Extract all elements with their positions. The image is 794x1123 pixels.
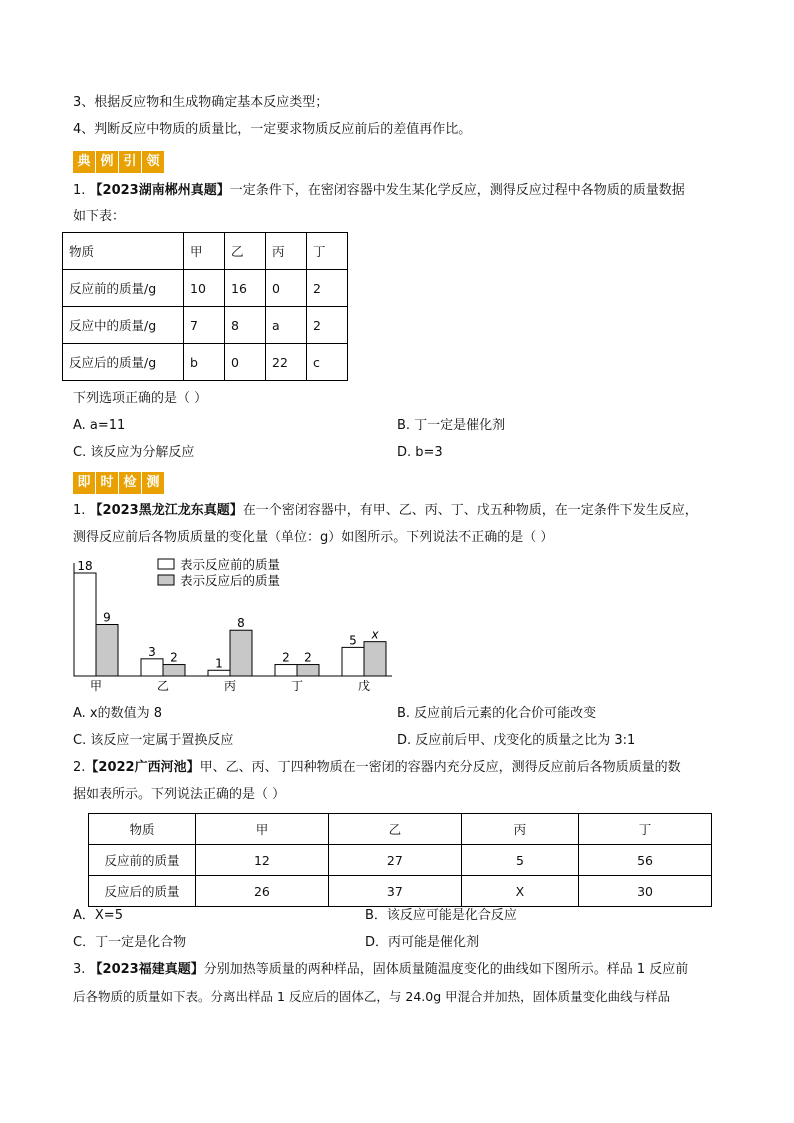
q2-3-stem [73, 960, 688, 980]
category-label: 甲 [89, 679, 103, 693]
bar-after [364, 642, 386, 676]
option-b: B. 反应前后元素的化合价可能改变 [397, 706, 597, 721]
bar-after [163, 665, 185, 676]
data-label: 2 [304, 650, 312, 665]
table-cell: 30 [579, 876, 712, 907]
category-label: 丁 [290, 679, 304, 693]
table-cell: b [184, 344, 225, 381]
intro-point-3: 3、根据反应物和生成物确定基本反应类型； [73, 95, 329, 110]
question-source: 【2023湖南郴州真题】 [89, 183, 230, 198]
table-cell: 反应前的质量/g [63, 270, 184, 307]
question-number: 1. [73, 183, 86, 198]
bar-before [141, 659, 163, 676]
q2-2-stem-cont: 据如表所示。下列说法正确的是（ ） [73, 787, 286, 802]
tag-char: 引 [119, 151, 141, 173]
question-source: 【2023黑龙江龙东真题】 [89, 503, 243, 518]
option-b: B．该反应可能是化合反应 [365, 908, 517, 923]
q2-data-table [88, 813, 712, 907]
table-cell: 丙 [461, 814, 578, 845]
q1-prompt: 下列选项正确的是（ ） [73, 391, 208, 406]
legend-swatch [158, 575, 174, 585]
table-cell: 0 [225, 344, 266, 381]
q2-2-stem [73, 758, 681, 778]
table-cell: 反应后的质量 [89, 876, 196, 907]
table-cell: 反应中的质量/g [63, 307, 184, 344]
question-number: 3. [73, 962, 86, 977]
option-d: D. b=3 [397, 445, 443, 460]
table-cell: 10 [184, 270, 225, 307]
mass-change-bar-chart [60, 555, 400, 695]
table-cell: 反应前的质量 [89, 845, 196, 876]
section-tag-examples [73, 151, 164, 173]
intro-point-4: 4、判断反应中物质的质量比，一定要求物质反应前后的差值再作比。 [73, 122, 472, 137]
tag-char: 典 [73, 151, 95, 173]
q2-1-stem-cont: 测得反应前后各物质质量的变化量（单位：g）如图所示。下列说法不正确的是（ ） [73, 530, 554, 545]
table-row [63, 270, 348, 307]
bar-before [275, 665, 297, 676]
table-row [63, 307, 348, 344]
tag-char: 例 [96, 151, 118, 173]
table-cell: 26 [196, 876, 329, 907]
question-text: 甲、乙、丙、丁四种物质在一密闭的容器内充分反应，测得反应前后各物质质量的数 [199, 760, 681, 775]
table-cell: 丁 [579, 814, 712, 845]
data-label: x [371, 627, 379, 642]
table-header-row [89, 814, 712, 845]
bar-before [74, 573, 96, 676]
question-text: 在一个密闭容器中，有甲、乙、丙、丁、戊五种物质，在一定条件下发生反应， [242, 503, 698, 518]
q2-3-stem-cont: 后各物质的质量如下表。分离出样品 1 反应后的固体乙，与 24.0g 甲混合并加热，固体质量变化曲线与样品 [73, 989, 671, 1004]
table-cell: 乙 [328, 814, 461, 845]
legend-swatch [158, 559, 174, 569]
table-cell: 乙 [225, 233, 266, 270]
option-d: D. 反应前后甲、戊变化的质量之比为 3:1 [397, 733, 636, 748]
data-label: 2 [282, 650, 290, 665]
q1-stem-cont: 如下表： [73, 209, 126, 224]
table-cell: c [307, 344, 348, 381]
bar-before [342, 647, 364, 676]
tag-char: 时 [96, 472, 118, 494]
bar-after [297, 665, 319, 676]
data-label: 3 [148, 644, 156, 659]
table-cell: 丁 [307, 233, 348, 270]
tag-char: 即 [73, 472, 95, 494]
option-a: A. x的数值为 8 [73, 706, 163, 721]
option-c: C. 该反应一定属于置换反应 [73, 733, 234, 748]
tag-char: 测 [142, 472, 164, 494]
table-cell: 7 [184, 307, 225, 344]
q2-1-stem [73, 501, 698, 521]
category-label: 乙 [156, 679, 170, 693]
question-number: 2. [73, 760, 86, 775]
data-label: 9 [103, 610, 111, 625]
data-label: 8 [237, 616, 245, 631]
q1-stem [73, 181, 685, 201]
bar-after [230, 630, 252, 676]
option-c: C．丁一定是化合物 [73, 935, 187, 950]
data-label: 2 [170, 650, 178, 665]
table-cell: 甲 [196, 814, 329, 845]
table-cell: 8 [225, 307, 266, 344]
table-header-row [63, 233, 348, 270]
table-cell: 16 [225, 270, 266, 307]
data-label: 5 [349, 633, 357, 648]
option-b: B. 丁一定是催化剂 [397, 418, 506, 433]
table-cell: 反应后的质量/g [63, 344, 184, 381]
tag-char: 检 [119, 472, 141, 494]
table-row [89, 876, 712, 907]
legend-label: 表示反应后的质量 [180, 573, 281, 588]
table-cell: 37 [328, 876, 461, 907]
section-tag-practice [73, 472, 164, 494]
category-label: 丙 [223, 679, 237, 693]
question-source: 【2023福建真题】 [89, 962, 204, 977]
tag-char: 领 [142, 151, 164, 173]
legend-label: 表示反应前的质量 [180, 557, 281, 572]
table-cell: 56 [579, 845, 712, 876]
question-source: 【2022广西河池】 [85, 760, 200, 775]
table-cell: X [461, 876, 578, 907]
data-label: 18 [77, 559, 93, 573]
table-cell: 5 [461, 845, 578, 876]
question-number: 1. [73, 503, 86, 518]
bar-after [96, 625, 118, 677]
data-label: 1 [215, 656, 223, 671]
table-cell: a [266, 307, 307, 344]
table-cell: 2 [307, 270, 348, 307]
table-cell: 物质 [89, 814, 196, 845]
question-text: 一定条件下，在密闭容器中发生某化学反应，测得反应过程中各物质的质量数据 [229, 183, 685, 198]
table-cell: 22 [266, 344, 307, 381]
option-c: C. 该反应为分解反应 [73, 445, 195, 460]
option-d: D．丙可能是催化剂 [365, 935, 480, 950]
option-a: A．X=5 [73, 908, 123, 923]
table-cell: 2 [307, 307, 348, 344]
table-cell: 丙 [266, 233, 307, 270]
option-a: A. a=11 [73, 418, 126, 433]
table-cell: 27 [328, 845, 461, 876]
bar-before [208, 670, 230, 676]
table-row [89, 845, 712, 876]
table-cell: 0 [266, 270, 307, 307]
category-label: 戊 [357, 679, 371, 693]
table-cell: 物质 [63, 233, 184, 270]
table-cell: 甲 [184, 233, 225, 270]
question-text: 分别加热等质量的两种样品，固体质量随温度变化的曲线如下图所示。样品 1 反应前 [203, 962, 689, 977]
q1-data-table [62, 232, 348, 381]
table-cell: 12 [196, 845, 329, 876]
table-row [63, 344, 348, 381]
